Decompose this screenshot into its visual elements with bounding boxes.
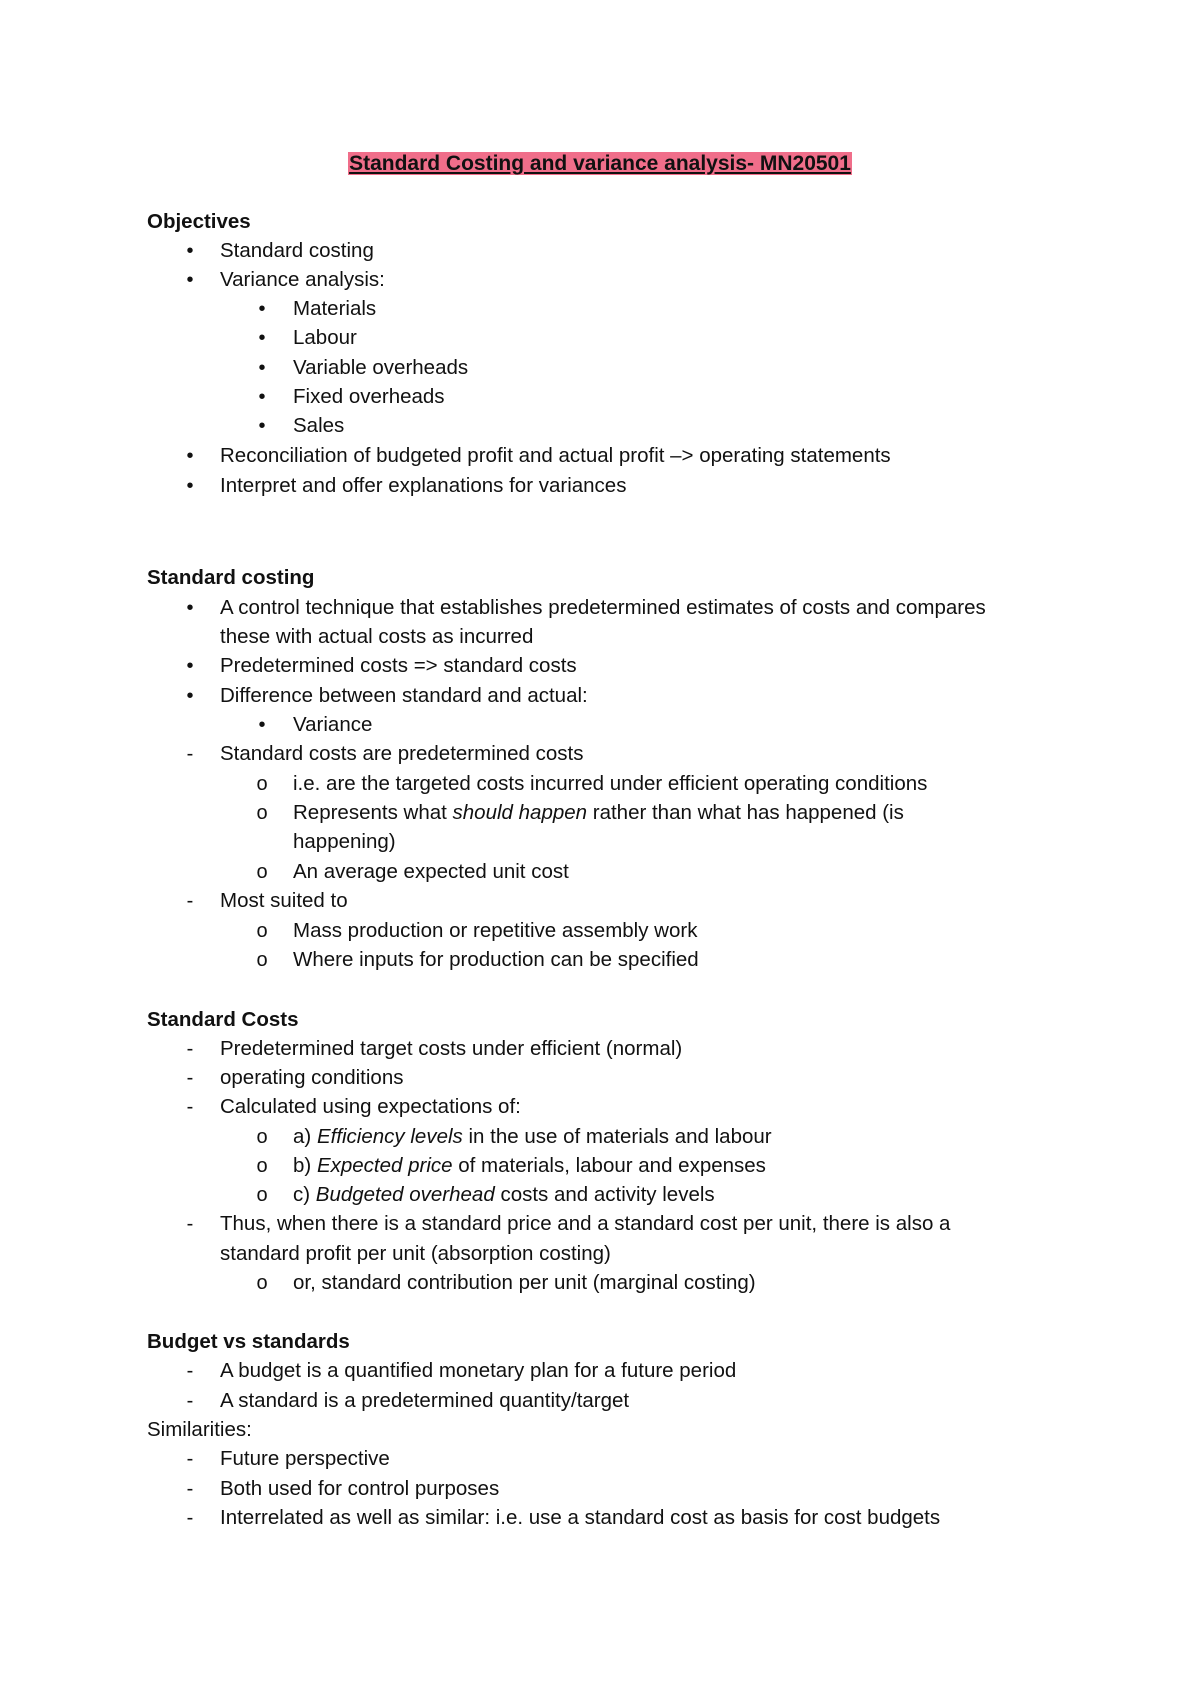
dash-marker [180,1504,200,1532]
dash-marker [180,1387,200,1415]
standard-costs-item: Predetermined target costs under efficient (normal) [220,1037,683,1060]
bullet-marker [180,652,200,680]
dash-marker [180,1064,200,1092]
circle-marker [252,917,272,945]
bullet-marker [180,237,200,265]
standard-costs-subitem: c) Budgeted overhead costs and activity levels [293,1183,715,1206]
standard-costs-item: Calculated using expectations of: [220,1095,521,1118]
objectives-subitem: Fixed overheads [293,385,445,408]
standard-costing-subitem: Mass production or repetitive assembly work [293,919,698,942]
bullet-marker [252,295,272,323]
standard-costs-subitem: b) Expected price of materials, labour and expenses [293,1154,766,1177]
dash-marker [180,1210,200,1238]
dash-marker [180,740,200,768]
budget-vs-standards-item: A standard is a predetermined quantity/target [220,1389,630,1412]
dash-marker [180,1475,200,1503]
circle-marker [252,1123,272,1151]
standard-costing-item: Predetermined costs => standard costs [220,654,577,677]
standard-costs-item: Thus, when there is a standard price and a standard cost per unit, there is also a [220,1212,951,1235]
circle-marker [252,1152,272,1180]
standard-costing-subitem: An average expected unit cost [293,860,569,883]
objectives-item: Variance analysis: [220,268,385,291]
circle-marker [252,770,272,798]
bullet-marker [252,354,272,382]
circle-marker [252,946,272,974]
objectives-item: Reconciliation of budgeted profit and actual profit –> operating statements [220,444,891,467]
objectives-subitem: Materials [293,297,377,320]
objectives-subitem: Sales [293,414,345,437]
dash-marker [180,1035,200,1063]
circle-marker [252,1269,272,1297]
circle-marker [252,799,272,827]
budget-vs-standards-heading: Budget vs standards [147,1330,350,1353]
dash-marker [180,1093,200,1121]
objectives-subitem: Labour [293,326,357,349]
similarities-item: Future perspective [220,1447,390,1470]
objectives-heading: Objectives [147,210,251,233]
standard-costs-item-cont: standard profit per unit (absorption costing) [220,1242,611,1265]
budget-vs-standards-item: A budget is a quantified monetary plan for a future period [220,1359,737,1382]
bullet-marker [180,442,200,470]
standard-costing-subitem: i.e. are the targeted costs incurred under efficient operating conditions [293,772,928,795]
bullet-marker [180,266,200,294]
circle-marker [252,858,272,886]
similarities-label: Similarities: [147,1418,252,1441]
standard-costing-dash-item: Standard costs are predetermined costs [220,742,584,765]
dash-marker [180,1357,200,1385]
similarities-item: Interrelated as well as similar: i.e. use a standard cost as basis for cost budgets [220,1506,941,1529]
document-title: Standard Costing and variance analysis- MN20501 [349,152,851,175]
standard-costing-heading: Standard costing [147,566,315,589]
objectives-item: Standard costing [220,239,374,262]
bullet-marker [180,682,200,710]
standard-costs-item: operating conditions [220,1066,404,1089]
bullet-marker [252,412,272,440]
standard-costing-dash-item: Most suited to [220,889,348,912]
standard-costing-subitem: Where inputs for production can be specified [293,948,699,971]
objectives-item: Interpret and offer explanations for variances [220,474,627,497]
standard-costing-subitem: Variance [293,713,373,736]
standard-costs-subitem: or, standard contribution per unit (marginal costing) [293,1271,756,1294]
objectives-subitem: Variable overheads [293,356,469,379]
standard-costing-item: A control technique that establishes predetermined estimates of costs and compares [220,596,986,619]
standard-costs-heading: Standard Costs [147,1008,299,1031]
bullet-marker [252,324,272,352]
standard-costing-subitem-cont: happening) [293,830,396,853]
standard-costing-item: Difference between standard and actual: [220,684,588,707]
similarities-item: Both used for control purposes [220,1477,500,1500]
dash-marker [180,887,200,915]
standard-costing-item-cont: these with actual costs as incurred [220,625,534,648]
bullet-marker [252,383,272,411]
bullet-marker [180,594,200,622]
bullet-marker [180,472,200,500]
standard-costs-subitem: a) Efficiency levels in the use of materials and labour [293,1125,772,1148]
circle-marker [252,1181,272,1209]
standard-costing-subitem: Represents what should happen rather than what has happened (is [293,801,904,824]
bullet-marker [252,711,272,739]
dash-marker [180,1445,200,1473]
